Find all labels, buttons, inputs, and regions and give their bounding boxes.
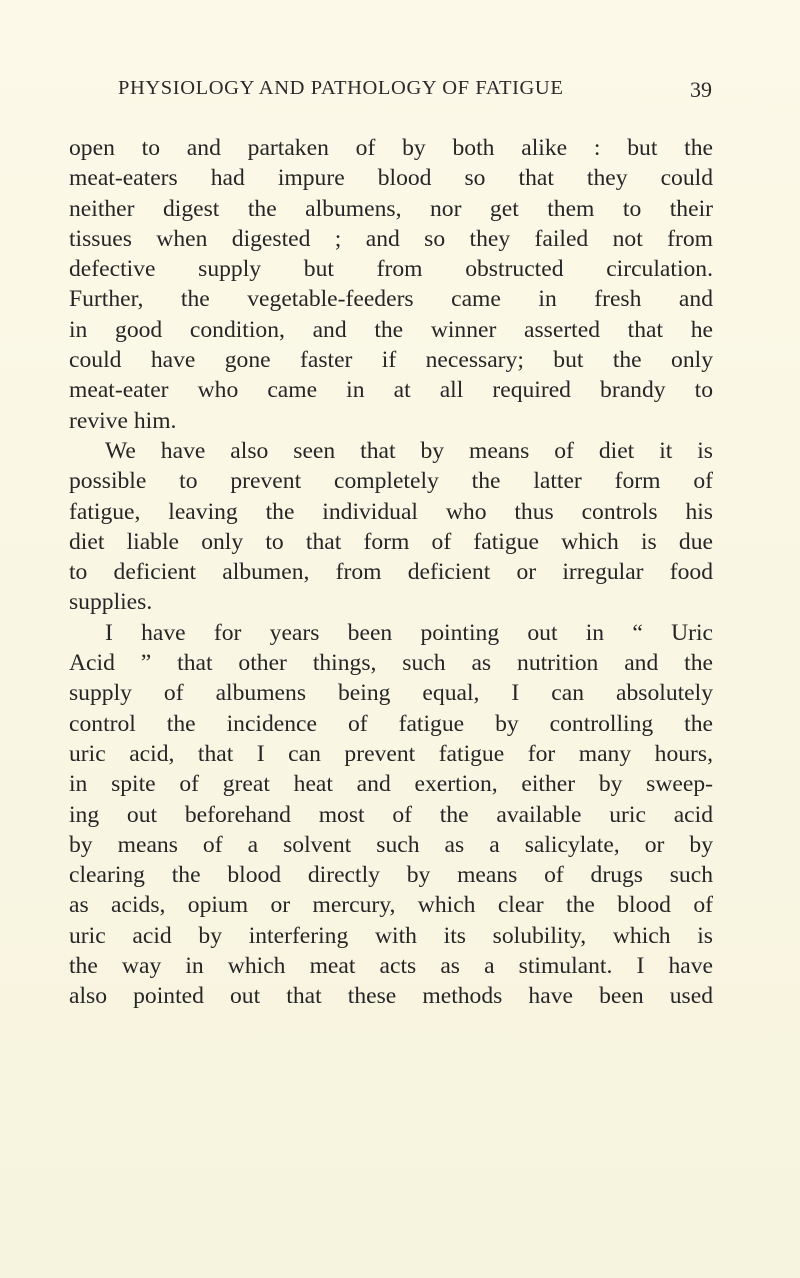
text-line: by means of a solvent such as a salicylate, or by [69, 831, 713, 858]
text-line: to deficient albumen, from deficient or irregular food [69, 559, 713, 586]
text-line: uric acid, that I can prevent fatigue for many hours, [69, 740, 713, 767]
text-line: ing out beforehand most of the available uric acid [69, 801, 713, 828]
body-text [69, 133, 713, 1012]
text-line: the way in which meat acts as a stimulant. I have [69, 953, 713, 980]
paragraph-first-line: We have also seen that by means of diet it is [105, 437, 713, 464]
text-line: as acids, opium or mercury, which clear the blood of [69, 892, 713, 919]
paragraph-first-line: I have for years been pointing out in “ Uric [105, 619, 713, 646]
text-line: control the incidence of fatigue by controlling the [69, 710, 713, 737]
text-line: Further, the vegetable-feeders came in fresh and [69, 286, 713, 313]
text-line: revive him. [69, 407, 177, 434]
text-line: meat-eaters had impure blood so that they could [69, 165, 713, 192]
text-line: could have gone faster if necessary; but the only [69, 347, 713, 374]
text-line: neither digest the albumens, nor get them to their [69, 195, 713, 222]
text-line: open to and partaken of by both alike : but the [69, 135, 713, 161]
text-line: also pointed out that these methods have been used [69, 983, 713, 1010]
text-line: in spite of great heat and exertion, either by sweep- [69, 771, 713, 798]
text-line: tissues when digested ; and so they failed not from [69, 225, 713, 252]
text-line: diet liable only to that form of fatigue which is due [69, 528, 713, 555]
text-line: supplies. [69, 589, 153, 616]
text-line: fatigue, leaving the individual who thus controls his [69, 498, 713, 525]
text-line: supply of albumens being equal, I can absolutely [69, 680, 713, 707]
text-line: clearing the blood directly by means of drugs such [69, 862, 713, 889]
running-title: PHYSIOLOGY AND PATHOLOGY OF FATIGUE [118, 77, 564, 99]
text-line: defective supply but from obstructed circulation. [69, 256, 713, 283]
text-line: possible to prevent completely the latter form of [69, 468, 713, 495]
text-line: meat-eater who came in at all required brandy to [69, 377, 713, 404]
running-head [118, 77, 712, 107]
text-line: uric acid by interfering with its solubility, which is [69, 922, 713, 949]
text-line: in good condition, and the winner asserted that he [69, 316, 713, 343]
page-number: 39 [690, 77, 712, 102]
text-line: Acid ” that other things, such as nutrition and the [69, 650, 713, 677]
